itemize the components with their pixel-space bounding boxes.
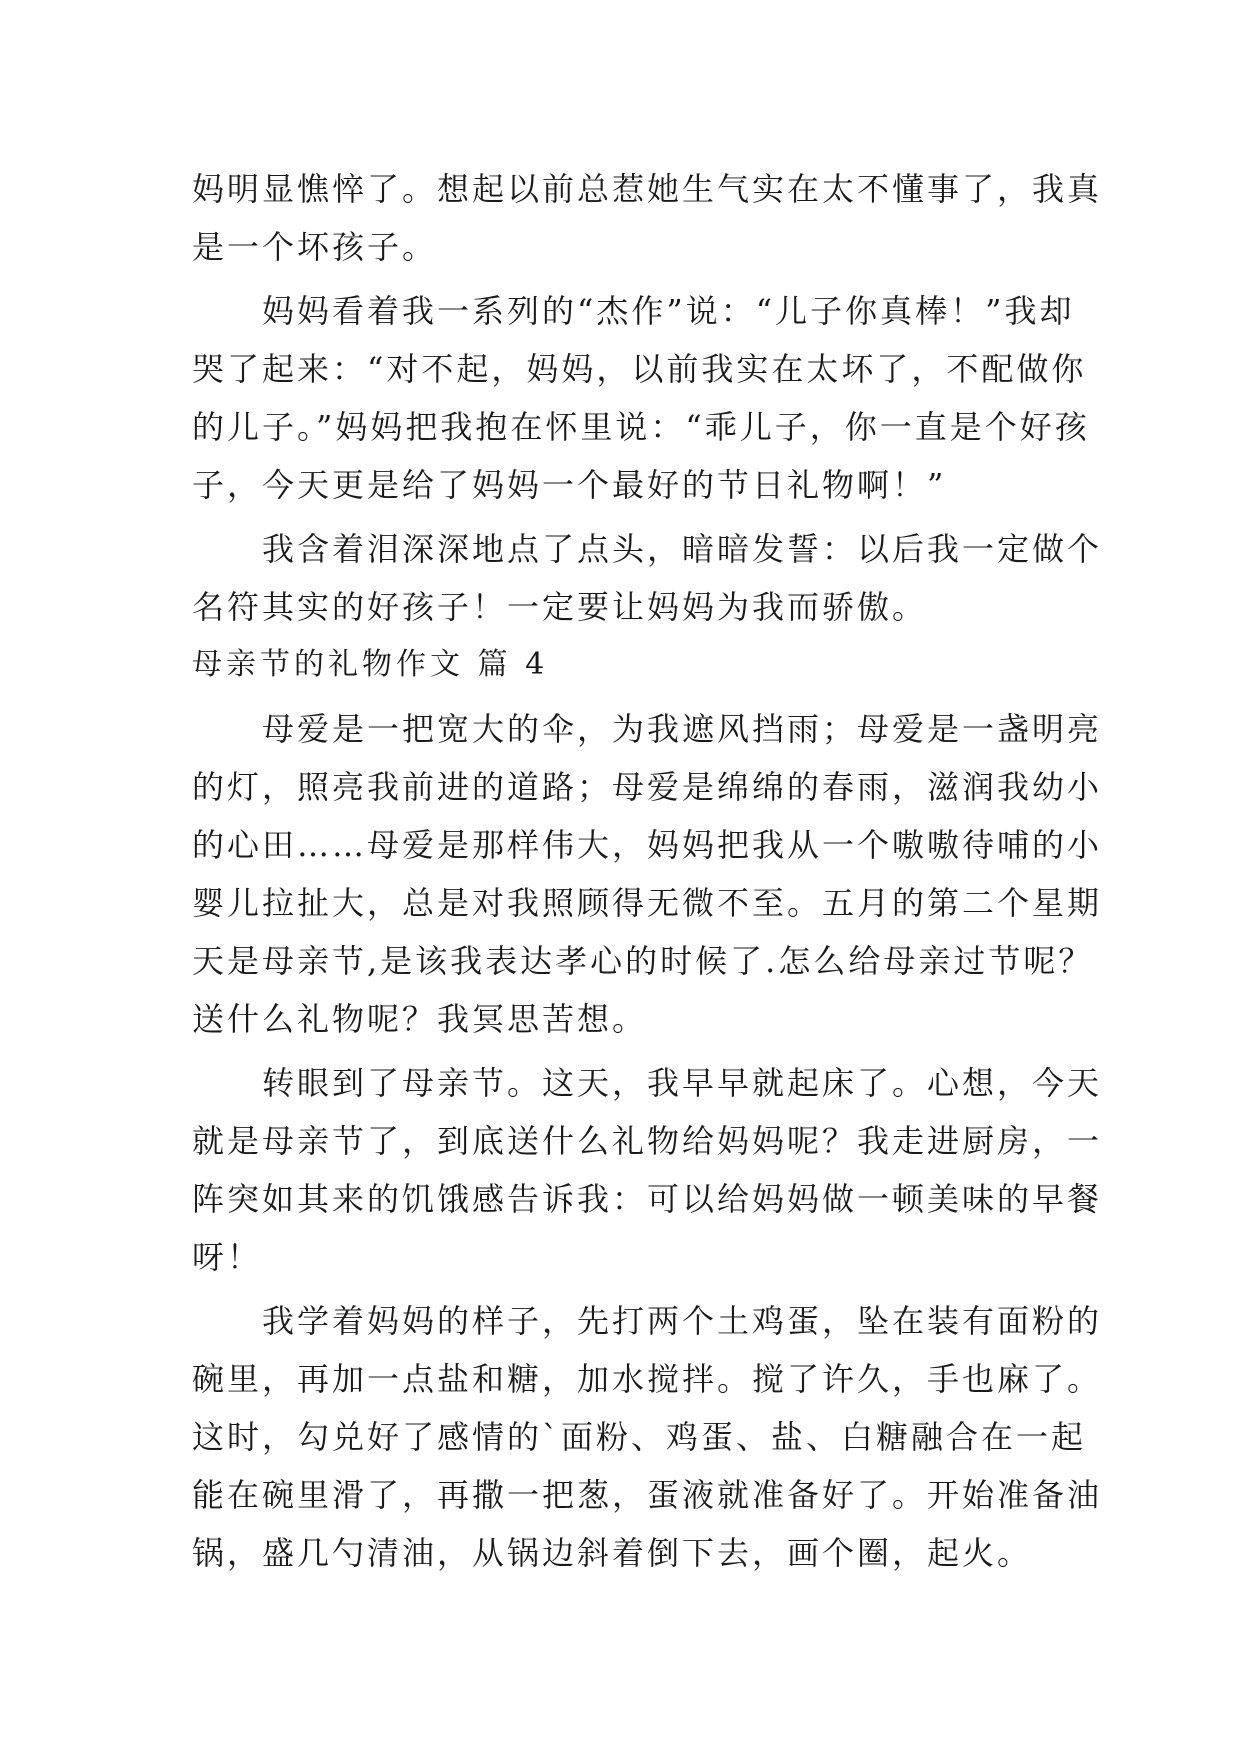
text-line: 能在碗里滑了，再撒一把葱，蛋液就准备好了。开始准备油 bbox=[192, 1476, 1103, 1514]
text-line: 妈明显憔悴了。想起以前总惹她生气实在太不懂事了，我真 bbox=[192, 170, 1103, 208]
text-line: 阵突如其来的饥饿感告诉我：可以给妈妈做一顿美味的早餐 bbox=[192, 1180, 1103, 1218]
paragraph-start-line: 我含着泪深深地点了点头，暗暗发誓：以后我一定做个 bbox=[262, 530, 1103, 568]
paragraph-start-line: 我学着妈妈的样子，先打两个土鸡蛋，坠在装有面粉的 bbox=[262, 1302, 1103, 1340]
section-heading: 母亲节的礼物作文 篇 4 bbox=[192, 647, 549, 682]
paragraph-start-line: 母爱是一把宽大的伞，为我遮风挡雨；母爱是一盏明亮 bbox=[262, 710, 1103, 748]
text-line: 的心田……母爱是那样伟大，妈妈把我从一个嗷嗷待哺的小 bbox=[192, 826, 1103, 864]
text-line: 是一个坏孩子。 bbox=[192, 228, 438, 266]
paragraph-start-line: 转眼到了母亲节。这天，我早早就起床了。心想，今天 bbox=[262, 1064, 1103, 1102]
paragraph-start-line: 妈妈看着我一系列的“杰作”说：“儿子你真棒！”我却 bbox=[262, 292, 1075, 330]
text-line: 呀！ bbox=[192, 1238, 263, 1276]
text-line: 天是母亲节,是该我表达孝心的时候了.怎么给母亲过节呢？ bbox=[192, 942, 1094, 980]
text-line: 的灯，照亮我前进的道路；母爱是绵绵的春雨，滋润我幼小 bbox=[192, 768, 1103, 806]
text-line: 名符其实的好孩子！一定要让妈妈为我而骄傲。 bbox=[192, 588, 928, 626]
text-line: 碗里，再加一点盐和糖，加水搅拌。搅了许久，手也麻了。 bbox=[192, 1360, 1103, 1398]
document-body bbox=[192, 160, 1103, 1582]
text-line: 婴儿拉扯大，总是对我照顾得无微不至。五月的第二个星期 bbox=[192, 884, 1103, 922]
text-line: 锅，盛几勺清油，从锅边斜着倒下去，画个圈，起火。 bbox=[192, 1534, 1033, 1572]
text-line: 子，今天更是给了妈妈一个最好的节日礼物啊！” bbox=[192, 466, 947, 504]
text-line: 这时，勾兑好了感情的`面粉、鸡蛋、盐、白糖融合在一起 bbox=[192, 1418, 1087, 1456]
text-line: 哭了起来：“对不起，妈妈，以前我实在太坏了，不配做你 bbox=[192, 350, 1087, 388]
text-line: 送什么礼物呢？我冥思苦想。 bbox=[192, 1000, 648, 1038]
text-line: 的儿子。”妈妈把我抱在怀里说：“乖儿子，你一直是个好孩 bbox=[192, 408, 1090, 446]
text-line: 就是母亲节了，到底送什么礼物给妈妈呢？我走进厨房，一 bbox=[192, 1122, 1103, 1160]
